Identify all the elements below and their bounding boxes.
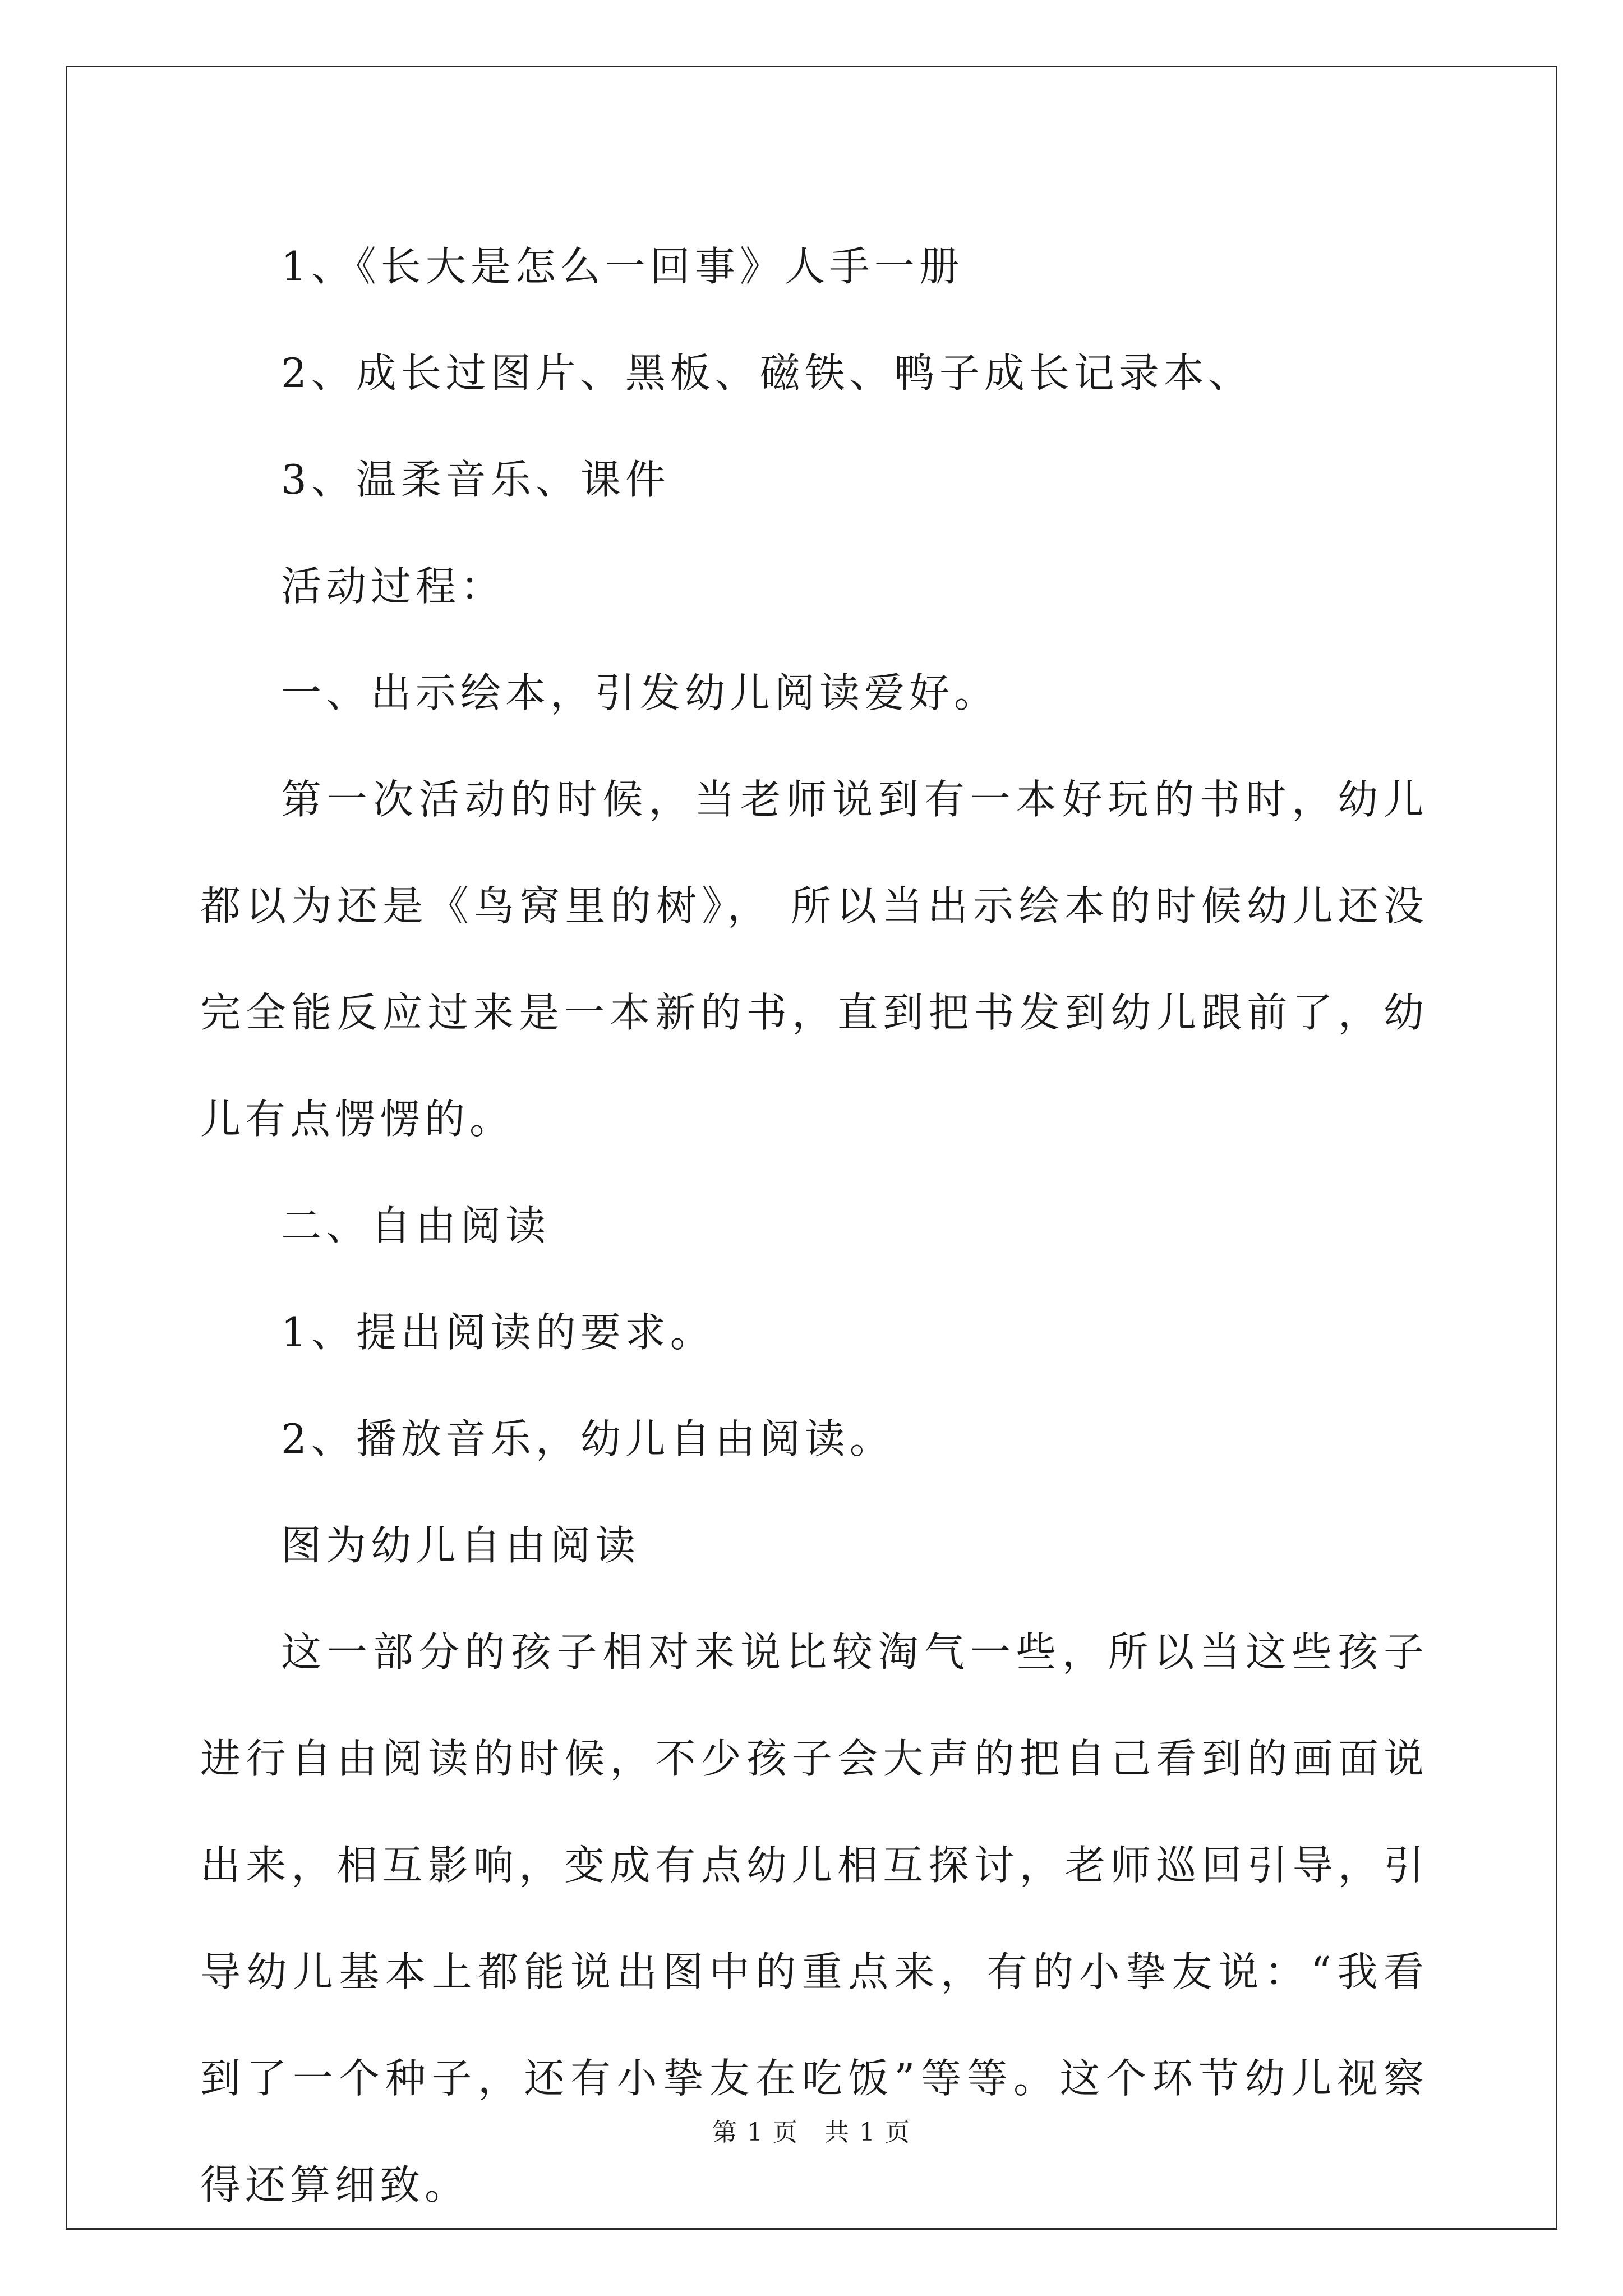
materials-item-3: 3、温柔音乐、课件 [281,456,670,503]
page-number-footer: 第 1 页 共 1 页 [712,2118,911,2147]
document-body [200,213,1428,2238]
body-paragraph-1: 第一次活动的时候，当老师说到有一本好玩的书时，幼儿都以为还是《鸟窝里的树》， 所以当出示绘本的时候幼儿还没完全能反应过来是一本新的书，直到把书发到幼儿跟前了，幼儿有点愣愣的。 [200,776,1428,1143]
materials-item-2: 2、成长过图片、黑板、磁铁、鸭子成长记录本、 [281,349,1253,397]
step-heading-2: 二、自由阅读 [281,1202,551,1249]
section-heading-process: 活动过程： [281,563,506,610]
step-heading-1: 一、出示绘本，引发幼儿阅读爱好。 [281,669,999,716]
materials-item-1: 1、《长大是怎么一回事》人手一册 [281,243,964,290]
reading-step-1: 1、提出阅读的要求。 [281,1309,715,1356]
reading-step-2: 2、播放音乐，幼儿自由阅读。 [281,1415,895,1462]
body-paragraph-2: 这一部分的孩子相对来说比较淘气一些，所以当这些孩子进行自由阅读的时候，不少孩子会大声的把自己看到的画面说出来，相互影响，变成有点幼儿相互探讨，老师巡回引导，引导幼儿基本上都能说出图中的重点来，有的小挚友说：“我看到了一个种子，还有小挚友在吃饭”等等。这个环节幼儿视察得还算细致。 [200,1628,1428,2208]
figure-caption: 图为幼儿自由阅读 [281,1522,640,1569]
